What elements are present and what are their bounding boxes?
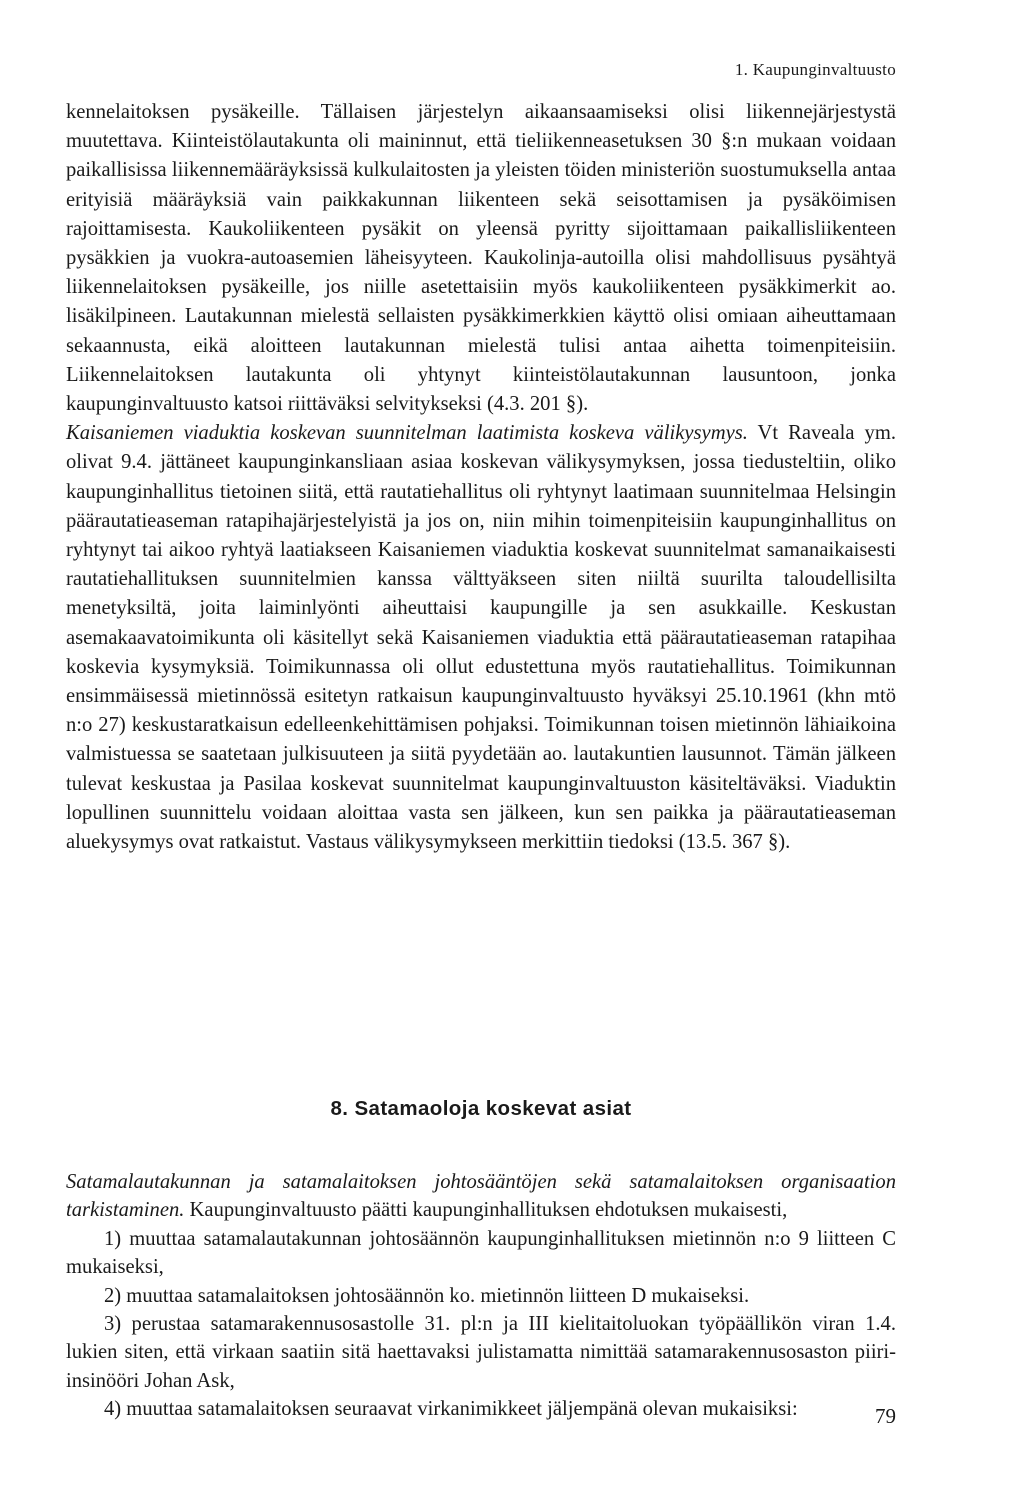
list-item: 2) muuttaa satamalaitoksen johtosäännön ko. mietinnön liitteen D mukaiseksi. xyxy=(104,1284,750,1307)
paragraph-viaduct-body: Vt Raveala ym. olivat 9.4. jättäneet kaupunginkansliaan asiaa koskevan välikysymyksen, jossa tiedusteltiin, oliko kaupunginhallitus tietoinen siitä, että rautatiehallitus oli ryhtynyt laatimaan suunnitelmaa Helsingin päärautatieaseman ratapihajärjestelyistä ja jos on, niin mihin toimenpiteisiin kaupunginhallitus on ryhtynyt tai aikoo ryhtyä laatiakseen Kaisaniemen viaduktia koskevat suunnitelmat samanaikaisesti rautatiehallituksen suunnitelmien kanssa välttyäkseen siten niiltä suurilta taloudellisilta menetyksiltä, joita laiminlyönti aiheuttaisi kaupungille ja sen asukkaille. Keskustan asemakaavatoimikunta oli käsitellyt sekä Kaisaniemen viaduktia että päärautatieaseman ratapihaa koskevia kysymyksiä. Toimikunnassa oli ollut edustettuna myös rautatiehallitus. Toimikunnan ensimmäisessä mietinnössä esitetyn ratkaisun kaupunginvaltuusto hyväksyi 25.10.1961 (khn mtö n:o 27) keskustaratkaisun edelleenkehittämisen pohjaksi. Toimikunnan toisen mietinnön lähiaikoina valmistuessa se saatetaan julkisuuteen ja siitä pyydetään ao. lautakuntien lausunnot. Tämän jälkeen tulevat keskustaa ja Pasilaa koskevat suunnitelmat kaupunginvaltuuston käsiteltäväksi. Viaduktin lopullinen suunnittelu voidaan aloittaa vasta sen jälkeen, kun sen paikka ja päärautatieaseman aluekysymys ovat ratkaistut. Vastaus välikysymykseen merkittiin tiedoksi (13.5. 367 §). xyxy=(66,422,897,854)
paragraph-harbour-intro xyxy=(66,1168,896,1225)
running-header: 1. Kaupunginvaltuusto xyxy=(734,60,896,79)
list-item: 3) perustaa satamarakennusosastolle 31. pl:n ja III kielitaitoluokan työpäällikön viran 1.4. lukien siten, että virkaan saatiin sitä haettavaksi julistamatta nimittää satamarakennusosaston piiri-insinööri Johan Ask, xyxy=(66,1313,896,1392)
document-page xyxy=(66,0,896,1494)
paragraph-viaduct-question xyxy=(66,419,896,857)
list-item: 1) muuttaa satamalautakunnan johtosäännön kaupunginhallituksen mietinnön n:o 9 liitteen C mukaiseksi, xyxy=(66,1227,896,1279)
paragraph-bus-stops: kennelaitoksen pysäkeille. Tällaisen järjestelyn aikaansaamiseksi olisi liikennejärjestystä muutettava. Kiinteistölautakunta oli maininnut, että tieliikenneasetuksen 30 §:n mukaan voidaan paikallisissa liikennemääräyksissä kulkulaitosten ja yleisten töiden ministeriön suostumuksella antaa erityisiä määräyksiä vain paikkakunnan liikenteen sekä seisottamisen ja pysäköimisen rajoittamisesta. Kaukoliikenteen pysäkit on yleensä pyritty sijoittamaan paikallisliikenteen pysäkkien ja vuokra-autoasemien läheisyyteen. Kaukolinja-autoilla olisi mahdollisuus pysähtyä liikennelaitoksen pysäkeille, jos niille asetettaisiin myös kaukoliikenteen pysäkkimerkit ao. lisäkilpineen. Lautakunnan mielestä sellaisten pysäkkimerkkien käyttö olisi omiaan aiheuttamaan sekaannusta, eikä aloitteen lautakunnan mielestä tulisi antaa aihetta toimenpiteisiin. Liikennelaitoksen lautakunta oli yhtynyt kiinteistölautakunnan lausuntoon, jonka kaupunginvaltuusto katsoi riittäväksi selvitykseksi (4.3. 201 §). xyxy=(66,101,896,416)
paragraph-viaduct-title: Kaisaniemen viaduktia koskevan suunnitelman laatimista koskeva välikysymys. xyxy=(66,422,748,445)
list-item: 4) muuttaa satamalaitoksen seuraavat virkanimikkeet jäljempänä olevan mukaisiksi: xyxy=(104,1398,798,1421)
paragraph-harbour-body: Kaupunginvaltuusto päätti kaupunginhallituksen ehdotuksen mukaisesti, xyxy=(184,1199,788,1222)
page-number: 79 xyxy=(875,1404,896,1428)
section-7-continuation xyxy=(66,98,896,857)
section-heading: 8. Satamaoloja koskevat asiat xyxy=(330,1097,632,1120)
paragraph-harbour-title: Satamalautakunnan ja satamalaitoksen johtosääntöjen sekä satamalaitoksen organisaation tarkistaminen. xyxy=(66,1171,896,1222)
section-8-body xyxy=(66,1168,896,1424)
